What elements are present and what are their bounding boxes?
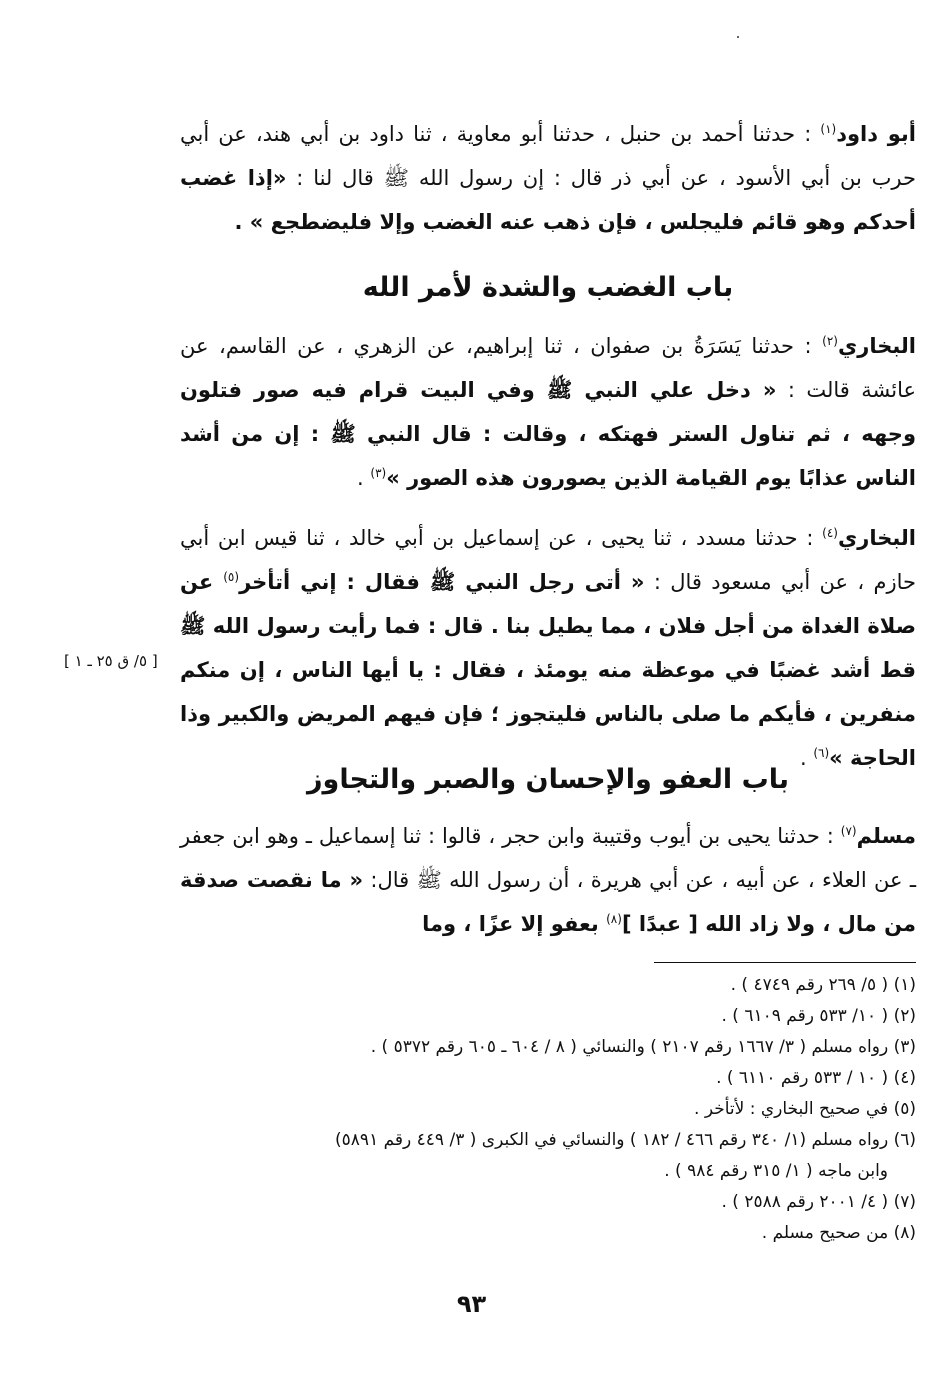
hadith-quote: « أتى رجل النبي ﷺ فقال : إني أتأخر <box>239 570 645 594</box>
punctuation: . <box>357 466 371 490</box>
paragraph-text <box>180 112 916 244</box>
chapter-heading: باب الغضب والشدة لأمر الله <box>362 272 734 303</box>
footnote: (٤) ( ١٠ / ٥٣٣ رقم ٦١١٠ ) . <box>716 1068 916 1088</box>
hadith-paragraph-abu-dawud <box>180 112 916 244</box>
footnote: (٨) من صحيح مسلم . <box>761 1223 916 1243</box>
footnote-ref: (٧) <box>840 824 857 838</box>
footnote-ref: (١) <box>820 122 837 136</box>
page-number: ٩٣ <box>456 1290 487 1318</box>
footnote: (٢) ( ١٠/ ٥٣٣ رقم ٦١٠٩ ) . <box>721 1006 916 1026</box>
footnote: (٥) في صحيح البخاري : لأتأخر . <box>694 1099 916 1119</box>
footnote-continuation: وابن ماجه ( ١/ ٣١٥ رقم ٩٨٤ ) . <box>664 1161 888 1181</box>
footnote: (٣) رواه مسلم ( ٣/ ١٦٦٧ رقم ٢١٠٧ ) والنسائي ( ٨ / ٦٠٤ ـ ٦٠٥ رقم ٥٣٧٢ ) . <box>370 1037 916 1057</box>
footnote: (١) ( ٥/ ٢٦٩ رقم ٤٧٤٩ ) . <box>730 975 916 995</box>
isnad-text: : حدثنا يَسَرَةُ بن صفوان ، ثنا إبراهيم، عن الزهري ، عن القاسم، عن عائشة قالت : <box>180 334 916 402</box>
punctuation: . <box>799 746 814 770</box>
narrator-name: البخاري <box>837 526 916 550</box>
narrator-name: البخاري <box>837 334 916 358</box>
hadith-paragraph-muslim <box>180 814 916 946</box>
footnote-ref: (٢) <box>822 334 838 348</box>
hadith-quote: «إذا غضب أحدكم وهو قائم فليجلس ، فإن ذهب عنه الغضب وإلا فليضطجع » . <box>180 166 916 234</box>
page-speck <box>737 36 739 38</box>
footnote-ref: (٦) <box>813 746 830 760</box>
paragraph-text <box>180 814 916 946</box>
footnote-separator <box>654 962 916 963</box>
hadith-paragraph-bukhari-2 <box>180 516 916 780</box>
footnote-ref: (٨) <box>606 912 622 926</box>
hadith-quote-continued: عن صلاة الغداة من أجل فلان ، مما يطيل بنا . قال : فما رأيت رسول الله ﷺ قط أشد غضبًا في موعظة منه يومئذ ، فقال : يا أيها الناس ، إن منكم منفرين ، فأيكم ما صلى بالناس فليتجوز ؛ فإن فيهم المريض والكبير وذا الحاجة » <box>180 570 916 770</box>
manuscript-folio-note: [ ٥/ ق ٢٥ ـ ١ ] <box>64 652 158 670</box>
hadith-quote: « دخل علي النبي ﷺ وفي البيت قرام فيه صور فتلون وجهه ، ثم تناول الستر فهتكه ، وقالت : قال النبي ﷺ : إن من أشد الناس عذابًا يوم القيامة الذين يصورون هذه الصور » <box>180 378 916 490</box>
isnad-text: : حدثنا أحمد بن حنبل ، حدثنا أبو معاوية ، ثنا داود بن أبي هند، عن أبي حرب بن أبي الأسود ، عن أبي ذر قال : إن رسول الله ﷺ قال لنا : <box>180 122 916 190</box>
paragraph-text <box>180 324 916 500</box>
paragraph-text <box>180 516 916 780</box>
isnad-text: : حدثنا يحيى بن أيوب وقتيبة وابن حجر ، قالوا : ثنا إسماعيل ـ وهو ابن جعفر ـ عن العلاء ، عن أبيه ، عن أبي هريرة ، أن رسول الله ﷺ قال: <box>180 824 917 892</box>
isnad-text: : حدثنا مسدد ، ثنا يحيى ، عن إسماعيل بن أبي خالد ، ثنا قيس ابن أبي حازم ، عن أبي مسعود قال : <box>180 526 917 594</box>
footnote: (٧) ( ٤/ ٢٠٠١ رقم ٢٥٨٨ ) . <box>721 1192 916 1212</box>
hadith-quote-continued: بعفو إلا عزًا ، وما <box>422 912 607 936</box>
narrator-name: مسلم <box>856 824 916 848</box>
footnote-ref: (٥) <box>223 570 240 584</box>
footnote: (٦) رواه مسلم (١/ ٣٤٠ رقم ٤٦٦ / ١٨٢ ) والنسائي في الكبرى ( ٣/ ٤٤٩ رقم ٥٨٩١) <box>335 1130 916 1150</box>
footnotes-list <box>200 970 916 1249</box>
footnote-ref: (٣) <box>370 466 387 480</box>
chapter-heading: باب العفو والإحسان والصبر والتجاوز <box>307 764 789 795</box>
hadith-quote: « ما نقصت صدقة من مال ، ولا زاد الله [ عبدًا ] <box>180 868 916 936</box>
narrator-name: أبو داود <box>836 122 916 146</box>
hadith-paragraph-bukhari-1 <box>180 324 916 500</box>
footnote-ref: (٤) <box>822 526 838 540</box>
